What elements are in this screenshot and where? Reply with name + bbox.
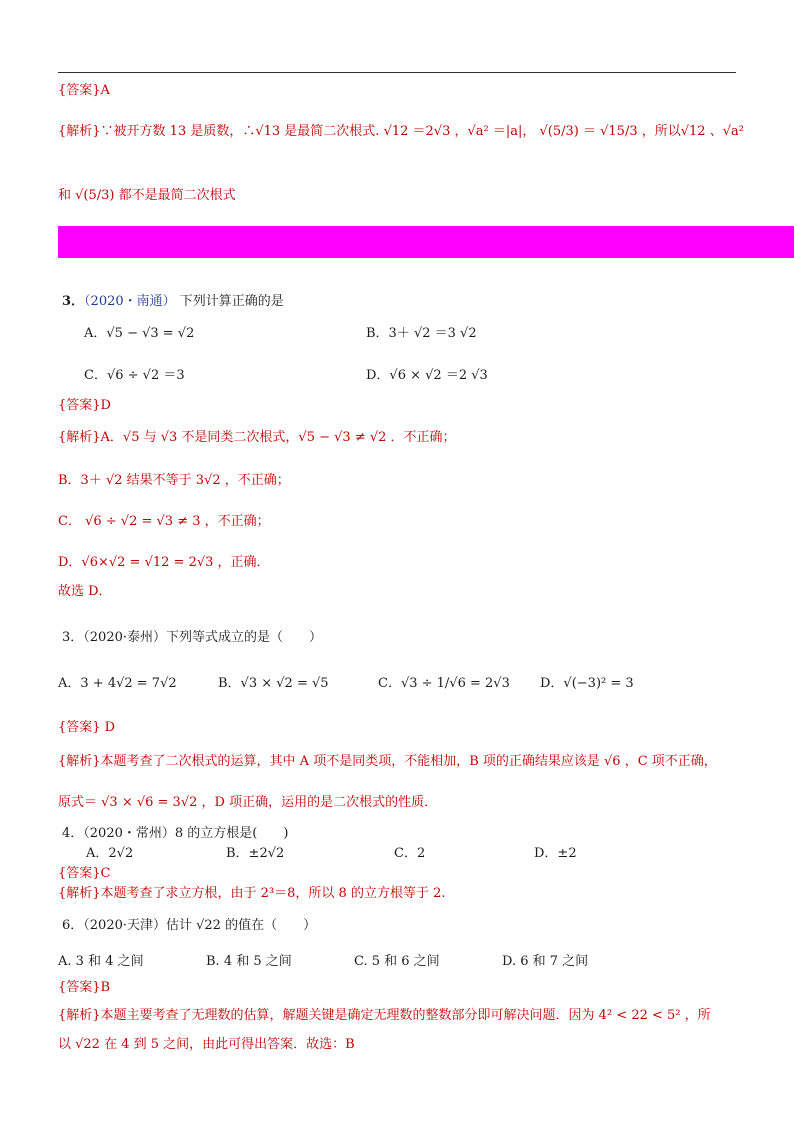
analysis-block0-line2: 和 √(5/3) 都不是最简二次根式	[58, 188, 236, 203]
question-1-number: 3．	[62, 294, 85, 309]
q1-option-c: C．√6 ÷ √2 ＝3	[84, 368, 185, 383]
q1-option-b: B．3＋ √2 ＝3 √2	[366, 326, 477, 341]
question-1-source: （2020・南通）	[84, 294, 176, 309]
q2-option-b: B．√3 × √2 = √5	[218, 676, 329, 691]
q1-analysis-line: C． √6 ÷ √2 = √3 ≠ 3 ，不正确；	[58, 514, 270, 529]
q1-analysis-line: D．√6×√2 = √12 = 2√3 ，正确．	[58, 555, 270, 570]
q3-option-a: A．2√2	[86, 846, 134, 861]
q3-answer: {答案}C	[58, 866, 111, 881]
q4-option-c: C. 5 和 6 之间	[354, 954, 440, 969]
q4-option-a: A. 3 和 4 之间	[58, 954, 144, 969]
question-2-stem: 3．（2020·泰州）下列等式成立的是（ ）	[62, 630, 322, 645]
q1-answer: {答案}D	[58, 398, 111, 413]
answer-a-label: {答案}A	[58, 83, 110, 98]
question-1-text: 下列计算正确的是	[175, 294, 284, 309]
q2-option-a: A．3 + 4√2 = 7√2	[58, 676, 177, 691]
q2-option-c: C．√3 ÷ 1/√6 = 2√3	[378, 676, 510, 691]
top-rule	[58, 72, 736, 73]
q4-option-d: D. 6 和 7 之间	[502, 954, 589, 969]
q3-option-b: B．±2√2	[226, 846, 285, 861]
question-4-stem: 6．（2020·天津）估计 √22 的值在（ ）	[62, 918, 317, 933]
q2-analysis-line1: {解析}本题考查了二次根式的运算，其中 A 项不是同类项，不能相加，B 项的正确结果应该是 √6 ，C 项不正确，	[58, 754, 717, 769]
q1-analysis-line: {解析}A．√5 与 √3 不是同类二次根式，√5 − √3 ≠ √2 ．不正确；	[58, 430, 456, 445]
q1-analysis-line: B．3＋ √2 结果不等于 3√2 ，不正确；	[58, 473, 290, 488]
q1-analysis-line: 故选 D．	[58, 584, 112, 599]
q3-analysis: {解析}本题考查了求立方根，由于 2³＝8，所以 8 的立方根等于 2.	[58, 886, 446, 901]
q4-answer: {答案}B	[58, 980, 111, 995]
q2-analysis-line2: 原式＝ √3 × √6 = 3√2 ，D 项正确，运用的是二次根式的性质．	[58, 795, 438, 810]
q3-option-c: C．2	[394, 846, 426, 861]
q1-option-d: D．√6 × √2 ＝2 √3	[366, 368, 488, 383]
highlight-bar	[58, 226, 794, 258]
q2-answer: {答案} D	[58, 720, 116, 735]
q2-option-d: D．√(−3)² = 3	[540, 676, 634, 691]
q4-analysis-line1: {解析}本题主要考查了无理数的估算，解题关键是确定无理数的整数部分即可解决问题．因为 4² < 22 < 5² ，所	[58, 1008, 711, 1023]
question-3-stem: 4．（2020・常州）8 的立方根是( )	[62, 826, 289, 841]
analysis-block0-line1: {解析}∵被开方数 13 是质数，∴√13 是最简二次根式. √12 ＝2√3 ，√a² ＝|a|， √(5/3) ＝ √15/3 ，所以√12 、√a²	[58, 124, 744, 139]
q4-analysis-line2: 以 √22 在 4 到 5 之间，由此可得出答案．故选：B	[58, 1037, 355, 1052]
question-1-stem	[62, 290, 284, 309]
q3-option-d: D．±2	[534, 846, 577, 861]
q1-option-a: A．√5 − √3 = √2	[84, 326, 195, 341]
q4-option-b: B. 4 和 5 之间	[206, 954, 292, 969]
